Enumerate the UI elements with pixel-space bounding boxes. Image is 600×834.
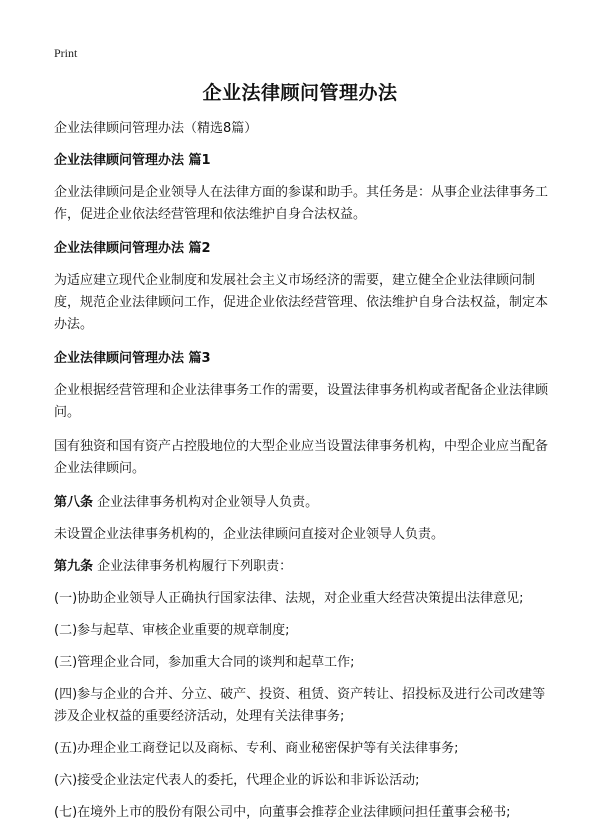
article-8	[54, 492, 550, 514]
duty-item-6: (六)接受企业法定代表人的委托，代理企业的诉讼和非诉讼活动;	[54, 773, 420, 788]
page-title: 企业法律顾问管理办法	[202, 82, 398, 104]
section-heading-2: 企业法律顾问管理办法 篇2	[54, 241, 211, 256]
section-1-paragraph: 企业法律顾问是企业领导人在法律方面的参谋和助手。其任务是：从事企业法律事务工作，促进企业依法经营管理和依法维护自身合法权益。	[54, 185, 549, 222]
duty-item-2: (二)参与起草、审核企业重要的规章制度;	[54, 623, 290, 638]
document-subtitle: 企业法律顾问管理办法（精选8篇）	[54, 121, 258, 136]
duty-item-1: (一)协助企业领导人正确执行国家法律、法规，对企业重大经营决策提出法律意见;	[54, 591, 524, 606]
section-heading-1: 企业法律顾问管理办法 篇1	[54, 153, 211, 168]
section-3-paragraph-1: 企业根据经营管理和企业法律事务工作的需要，设置法律事务机构或者配备企业法律顾问。	[54, 383, 549, 420]
print-link[interactable]: Print	[54, 46, 78, 60]
section-2-paragraph: 为适应建立现代企业制度和发展社会主义市场经济的需要，建立健全企业法律顾问制度，规范企业法律顾问工作，促进企业依法经营管理、依法维护自身合法权益，制定本办法。	[54, 273, 549, 332]
article-9	[54, 556, 550, 578]
article-9-label: 第九条	[54, 559, 94, 574]
section-3-paragraph-3: 未设置企业法律事务机构的，企业法律顾问直接对企业领导人负责。	[54, 527, 445, 542]
duty-item-5: (五)办理企业工商登记以及商标、专利、商业秘密保护等有关法律事务;	[54, 741, 459, 756]
duty-item-7: (七)在境外上市的股份有限公司中，向董事会推荐企业法律顾问担任董事会秘书;	[54, 805, 511, 820]
section-3-paragraph-2: 国有独资和国有资产占控股地位的大型企业应当设置法律事务机构，中型企业应当配备企业法律顾问。	[54, 439, 549, 476]
article-8-text: 企业法律事务机构对企业领导人负责。	[93, 495, 319, 510]
article-8-label: 第八条	[54, 495, 94, 510]
article-9-text: 企业法律事务机构履行下列职责：	[93, 559, 293, 574]
section-heading-3: 企业法律顾问管理办法 篇3	[54, 351, 211, 366]
duty-item-3: (三)管理企业合同，参加重大合同的谈判和起草工作;	[54, 655, 355, 670]
duty-item-4: (四)参与企业的合并、分立、破产、投资、租赁、资产转让、招投标及进行公司改建等涉及企业权益的重要经济活动，处理有关法律事务;	[54, 687, 546, 724]
document-body	[54, 118, 550, 834]
